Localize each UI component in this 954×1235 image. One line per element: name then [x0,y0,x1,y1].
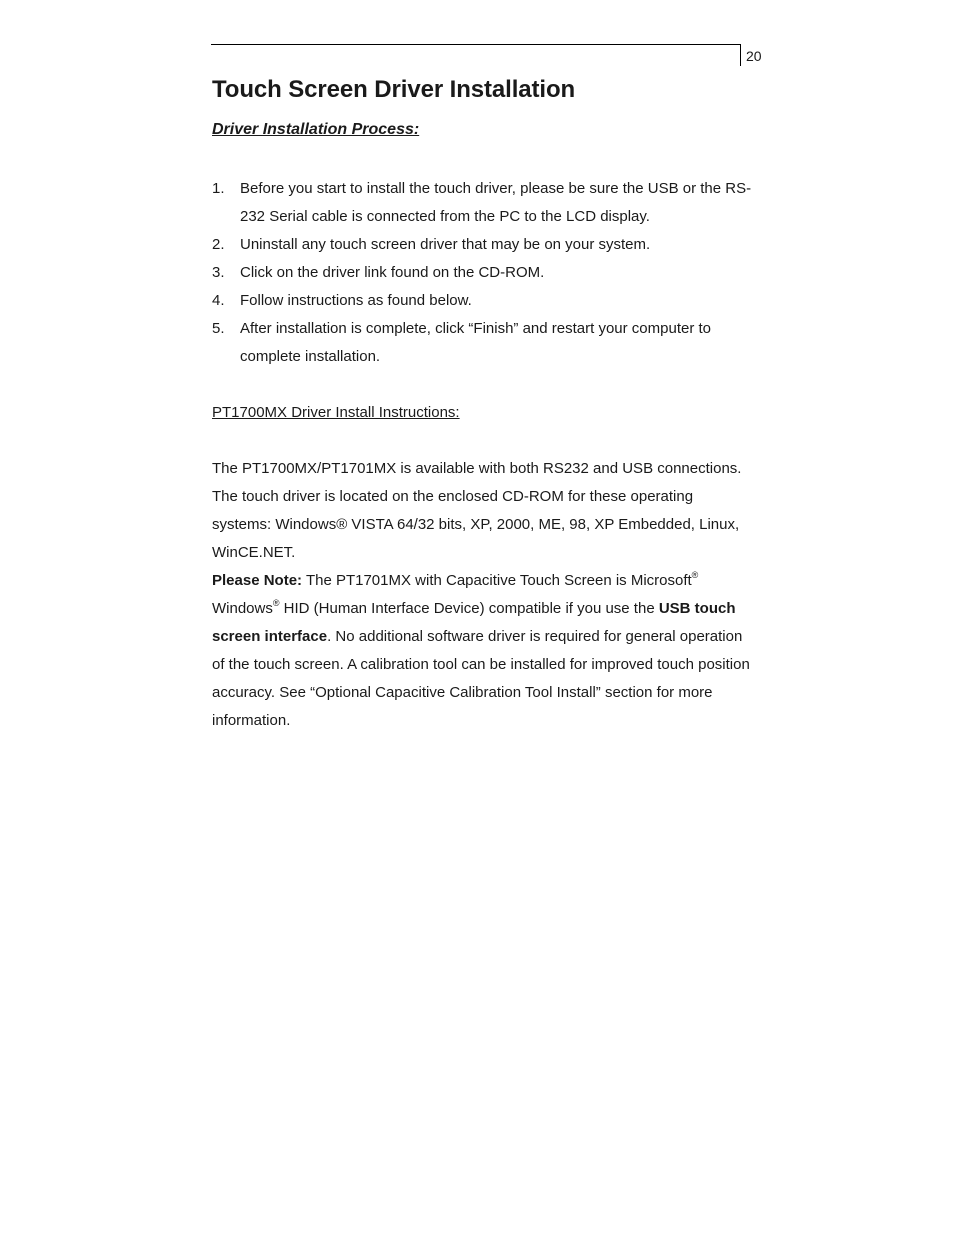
header-vertical-rule [740,44,741,66]
registered-mark: ® [272,598,280,608]
step-text: Uninstall any touch screen driver that may be on your system. [240,236,651,253]
step-number: 4. [212,292,225,309]
header-rule [211,44,741,45]
note-label: Please Note: [212,572,303,589]
page-title: Touch Screen Driver Installation [212,76,576,103]
page-content [212,74,752,735]
driver-install-subheading: PT1700MX Driver Install Instructions: [212,404,460,421]
step-text: Before you start to install the touch driver, please be sure the USB or the RS-232 Serial cable is connected from the PC to the LCD display. [240,180,752,225]
step-number: 1. [212,180,225,197]
page-number: 20 [746,48,762,64]
section-heading: Driver Installation Process: [212,121,420,138]
note-text: Windows [212,600,273,617]
registered-mark: ® [691,570,699,580]
step-number: 2. [212,236,225,253]
step-text: Click on the driver link found on the CD-ROM. [240,264,545,281]
note-bold-text: USB touch screen interface [212,600,736,645]
list-item [212,287,752,315]
step-number: 5. [212,320,225,337]
list-item [212,231,752,259]
list-item [212,315,752,371]
availability-paragraph: The PT1700MX/PT1701MX is available with both RS232 and USB connections. The touch driver is located on the enclosed CD-ROM for these operating systems: Windows® VISTA 64/32 bits, XP, 2000, ME, 98, XP Embedded, Linux, WinCE.NET. [212,460,742,561]
step-text: Follow instructions as found below. [240,292,472,309]
note-text: HID (Human Interface Device) compatible if you use the [279,600,659,617]
step-text: After installation is complete, click “Finish” and restart your computer to complete installation. [240,320,712,365]
list-item [212,259,752,287]
step-number: 3. [212,264,225,281]
list-item [212,175,752,231]
installation-steps-list [212,175,752,371]
note-text: . No additional software driver is required for general operation of the touch screen. A calibration tool can be installed for improved touch position accuracy. See “Optional Capacitive Calibration Tool Install” section for more information. [212,628,750,729]
note-text: The PT1701MX with Capacitive Touch Screen is Microsoft [302,572,692,589]
please-note-paragraph [212,567,752,735]
